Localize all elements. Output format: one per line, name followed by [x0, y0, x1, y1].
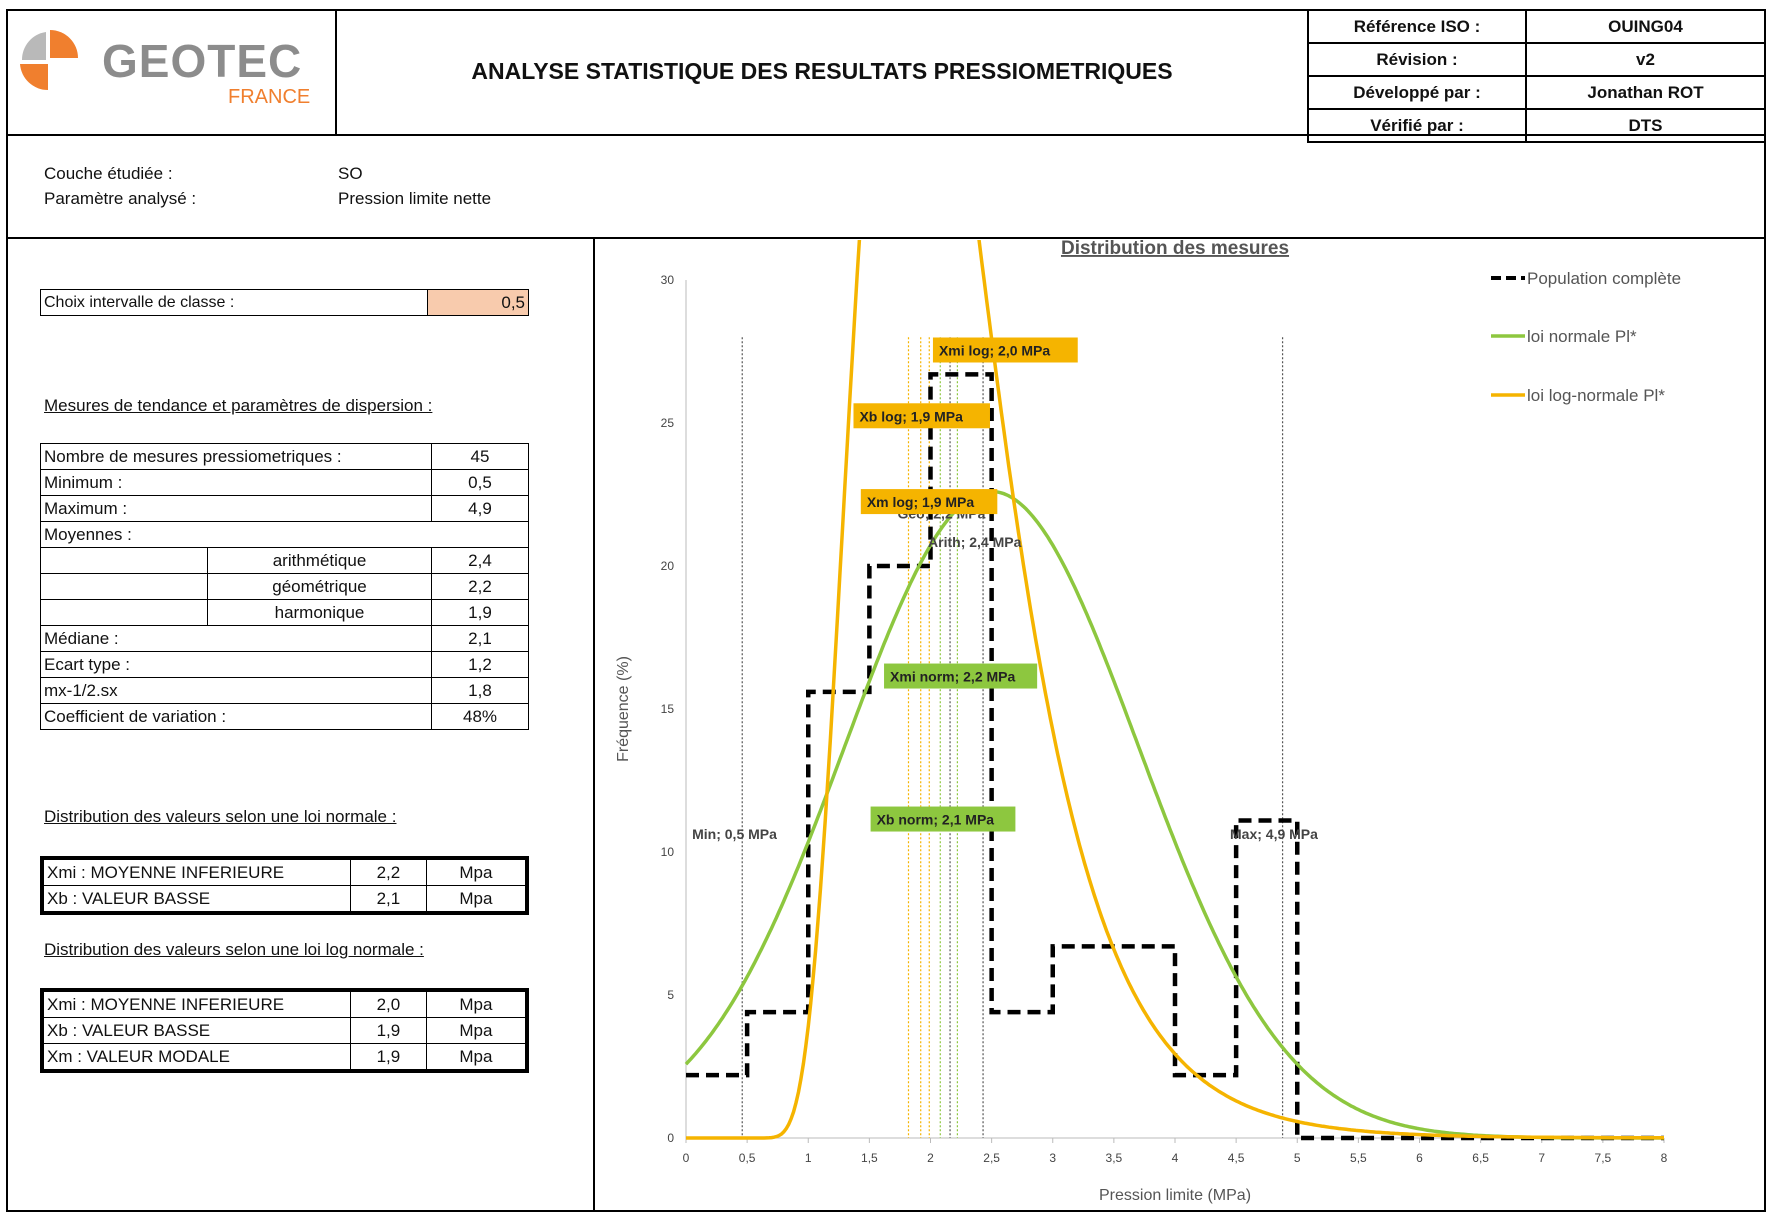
- page-title: ANALYSE STATISTIQUE DES RESULTATS PRESSIOMETRIQUES: [471, 58, 1173, 84]
- annotation-label: Min; 0,5 MPa: [692, 825, 777, 842]
- x-tick-label: 3,5: [1105, 1151, 1123, 1165]
- classe-table: [40, 289, 529, 316]
- classe-label: Choix intervalle de classe :: [41, 290, 428, 316]
- moy-blank: [41, 548, 208, 574]
- chart-title: Distribution des mesures: [1060, 240, 1290, 259]
- lognormale-row-label: Xb : VALEUR BASSE: [44, 1018, 351, 1044]
- x-tick-label: 0: [682, 1151, 690, 1165]
- logo: [18, 26, 318, 116]
- x-tick-label: 4: [1171, 1151, 1179, 1165]
- y-tick-label: 25: [660, 416, 674, 430]
- distribution-chart: [596, 240, 1764, 1210]
- x-tick-label: 1,5: [861, 1151, 878, 1165]
- param-label: Paramètre analysé :: [44, 189, 197, 208]
- arith-value: 2,4: [432, 548, 529, 574]
- arith-label: arithmétique: [208, 548, 432, 574]
- med-label: Médiane :: [41, 626, 432, 652]
- classe-input[interactable]: 0,5: [428, 290, 529, 316]
- tendance-title: Mesures de tendance et paramètres de dispersion :: [44, 396, 433, 415]
- iso-table: [1307, 9, 1766, 143]
- x-tick-label: 6,5: [1472, 1151, 1489, 1165]
- lognormale-row-value: 1,9: [351, 1018, 427, 1044]
- iso-ref-label: Référence ISO :: [1308, 10, 1526, 43]
- x-axis-label: Pression limite (MPa): [1098, 1187, 1252, 1204]
- harm-value: 1,9: [432, 600, 529, 626]
- y-tick-label: 20: [660, 559, 674, 573]
- logo-name: GEOTEC: [102, 35, 303, 87]
- x-tick-label: 4,5: [1227, 1151, 1245, 1165]
- lognormale-row-value: 2,0: [351, 992, 427, 1018]
- x-tick-label: 0,5: [738, 1151, 756, 1165]
- annotation-label: Xm log; 1,9 MPa: [866, 494, 975, 511]
- max-value: 4,9: [432, 496, 529, 522]
- iso-dev-label: Développé par :: [1308, 76, 1526, 109]
- tendance-table: [40, 443, 529, 730]
- min-label: Minimum :: [41, 470, 432, 496]
- x-tick-label: 7,5: [1594, 1151, 1612, 1165]
- lognormale-title: Distribution des valeurs selon une loi log normale :: [44, 940, 424, 959]
- info-frame: [6, 134, 1766, 239]
- lognormale-table: [43, 991, 526, 1070]
- min-value: 0,5: [432, 470, 529, 496]
- annotation-label: Xmi log; 2,0 MPa: [938, 342, 1051, 359]
- cv-label: Coefficient de variation :: [41, 704, 432, 730]
- normale-row-value: 2,1: [351, 886, 427, 912]
- moy-blank: [41, 600, 208, 626]
- x-tick-label: 1: [804, 1151, 812, 1165]
- normale-title: Distribution des valeurs selon une loi normale :: [44, 807, 397, 826]
- annotation-label: Xb norm; 2,1 MPa: [876, 811, 995, 828]
- couche-value: SO: [338, 164, 363, 183]
- iso-dev-value: Jonathan ROT: [1526, 76, 1765, 109]
- normale-row-unit: Mpa: [426, 860, 525, 886]
- cv-value: 48%: [432, 704, 529, 730]
- body-divider: [593, 237, 595, 1212]
- series-population-complete: [686, 374, 1664, 1138]
- normale-box: [40, 856, 529, 915]
- y-tick-label: 10: [660, 845, 674, 859]
- iso-rev-label: Révision :: [1308, 43, 1526, 76]
- iso-rev-value: v2: [1526, 43, 1765, 76]
- x-tick-label: 2,5: [983, 1151, 1000, 1165]
- ecart-label: Ecart type :: [41, 652, 432, 678]
- x-tick-label: 2: [927, 1151, 934, 1165]
- x-tick-label: 5: [1293, 1151, 1301, 1165]
- annotation-label: Xmi norm; 2,2 MPa: [890, 668, 1016, 685]
- normale-row-value: 2,2: [351, 860, 427, 886]
- lognormale-row-value: 1,9: [351, 1044, 427, 1070]
- nb-label: Nombre de mesures pressiometriques :: [41, 444, 432, 470]
- normale-row-label: Xb : VALEUR BASSE: [44, 886, 351, 912]
- mx-label: mx-1/2.sx: [41, 678, 432, 704]
- lognormale-row-unit: Mpa: [426, 992, 525, 1018]
- param-value: Pression limite nette: [338, 189, 492, 208]
- couche-label: Couche étudiée :: [44, 164, 173, 183]
- x-tick-label: 3: [1049, 1151, 1057, 1165]
- normale-table: [43, 859, 526, 912]
- y-axis-label: Fréquence (%): [615, 656, 632, 762]
- max-label: Maximum :: [41, 496, 432, 522]
- lognormale-row-label: Xmi : MOYENNE INFERIEURE: [44, 992, 351, 1018]
- logo-sub: FRANCE: [228, 86, 311, 108]
- lognormale-row-unit: Mpa: [426, 1044, 525, 1070]
- y-tick-label: 0: [667, 1131, 674, 1145]
- x-tick-label: 6: [1416, 1151, 1423, 1165]
- x-tick-label: 7: [1538, 1151, 1546, 1165]
- nb-value: 45: [432, 444, 529, 470]
- annotation-label: Arith; 2,4 MPa: [928, 534, 1022, 551]
- legend-entry: loi normale Pl*: [1527, 327, 1637, 346]
- y-tick-label: 30: [660, 273, 674, 287]
- lognormale-row-label: Xm : VALEUR MODALE: [44, 1044, 351, 1070]
- med-value: 2,1: [432, 626, 529, 652]
- legend-entry: Population complète: [1527, 269, 1682, 288]
- normale-row-label: Xmi : MOYENNE INFERIEURE: [44, 860, 351, 886]
- lognormale-row-unit: Mpa: [426, 1018, 525, 1044]
- y-tick-label: 5: [667, 988, 674, 1002]
- iso-ref-value: OUING04: [1526, 10, 1765, 43]
- annotation-label: Xb log; 1,9 MPa: [859, 408, 963, 425]
- harm-label: harmonique: [208, 600, 432, 626]
- x-tick-label: 8: [1660, 1151, 1668, 1165]
- legend-entry: loi log-normale Pl*: [1527, 386, 1665, 405]
- geo-value: 2,2: [432, 574, 529, 600]
- moy-blank: [41, 574, 208, 600]
- moy-label: Moyennes :: [41, 522, 529, 548]
- ecart-value: 1,2: [432, 652, 529, 678]
- mx-value: 1,8: [432, 678, 529, 704]
- lognormale-box: [40, 988, 529, 1073]
- iso-ver-value: DTS: [1526, 109, 1765, 142]
- annotation-label: Max; 4,9 MPa: [1230, 825, 1318, 842]
- geo-label: géométrique: [208, 574, 432, 600]
- x-tick-label: 5,5: [1350, 1151, 1367, 1165]
- iso-ver-label: Vérifié par :: [1308, 109, 1526, 142]
- y-tick-label: 15: [660, 702, 674, 716]
- normale-row-unit: Mpa: [426, 886, 525, 912]
